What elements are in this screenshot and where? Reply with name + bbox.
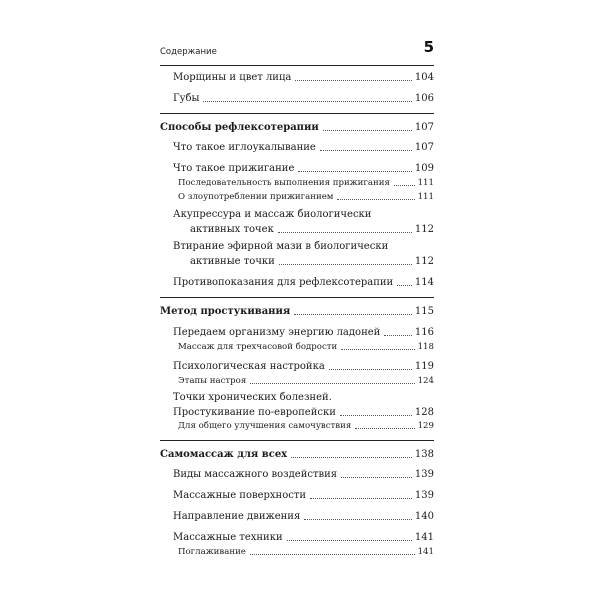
toc-entry-title: активные точки: [190, 256, 275, 267]
toc-entry[interactable]: [160, 509, 434, 523]
leader-dots: [287, 540, 412, 541]
leader-dots: [323, 130, 412, 131]
toc-entry-title: Губы: [173, 93, 200, 104]
toc-subentry[interactable]: [160, 544, 434, 558]
leader-dots: [203, 101, 411, 102]
toc-entry-page: 109: [414, 163, 434, 174]
toc-chapter[interactable]: [160, 120, 434, 134]
toc-entry-title: активных точек: [190, 224, 274, 235]
toc-entry-page: 124: [417, 376, 434, 386]
toc-entry[interactable]: [160, 405, 434, 419]
leader-dots: [394, 185, 415, 186]
section-divider: [160, 113, 434, 114]
toc-entry[interactable]: [160, 488, 434, 502]
toc-entry[interactable]: [160, 222, 434, 236]
toc-entry-page: 139: [414, 469, 434, 480]
toc-subentry[interactable]: [160, 339, 434, 353]
toc-entry-title: Простукивание по-европейски: [173, 407, 336, 418]
toc-entry-page: 139: [414, 490, 434, 501]
toc-entry[interactable]: [160, 140, 434, 154]
section-label: Содержание: [160, 47, 217, 57]
leader-dots: [341, 477, 412, 478]
toc-entry-page: 129: [417, 421, 434, 431]
toc-entry-page: 128: [414, 407, 434, 418]
toc-entry[interactable]: [160, 91, 434, 105]
toc-entry-page: 106: [414, 93, 434, 104]
toc-entry-page: 141: [417, 547, 434, 557]
toc-entry-page: 107: [414, 122, 434, 133]
leader-dots: [355, 428, 414, 429]
leader-dots: [298, 171, 412, 172]
leader-dots: [278, 232, 412, 233]
toc-entry-page: 111: [417, 178, 434, 188]
toc-subentry-title: Этапы настроя: [178, 376, 247, 386]
leader-dots: [295, 80, 412, 81]
leader-dots: [291, 457, 412, 458]
toc-subentry-title: Последовательность выполнения прижигания: [178, 178, 390, 188]
toc-entry-page: 112: [414, 224, 434, 235]
toc-subentry[interactable]: [160, 175, 434, 189]
toc-entry[interactable]: [160, 359, 434, 373]
toc-subentry-title: Массаж для трехчасовой бодрости: [178, 342, 338, 352]
header-rule: [160, 65, 434, 66]
leader-dots: [341, 349, 414, 350]
toc-entry[interactable]: [160, 161, 434, 175]
toc-entry-page: 111: [417, 192, 434, 202]
toc-entry-title: Передаем организму энергию ладоней: [173, 327, 381, 338]
leader-dots: [279, 264, 412, 265]
toc-entry-page: 114: [414, 277, 434, 288]
toc-subentry[interactable]: [160, 418, 434, 432]
section-divider: [160, 297, 434, 298]
toc-entry-title: Массажные техники: [173, 532, 283, 543]
toc-entry-title: Направление движения: [173, 511, 301, 522]
toc-entry-title: Противопоказания для рефлексотерапии: [173, 277, 394, 288]
toc-entry-page: 112: [414, 256, 434, 267]
toc-subentry-title: О злоупотреблении прижиганием: [178, 192, 334, 202]
leader-dots: [294, 314, 412, 315]
toc-chapter-title: Самомассаж для всех: [160, 449, 288, 460]
toc-entry[interactable]: [160, 325, 434, 339]
toc-entry[interactable]: [160, 530, 434, 544]
leader-dots: [329, 369, 412, 370]
toc-entry[interactable]: [160, 275, 434, 289]
leader-dots: [384, 335, 412, 336]
toc-subentry-title: Поглаживание: [178, 547, 246, 557]
toc-chapter[interactable]: [160, 304, 434, 318]
leader-dots: [340, 415, 412, 416]
toc-entry-title: Что такое иглоукалывание: [173, 142, 316, 153]
running-header: [160, 40, 434, 64]
toc-entry-page: 138: [414, 449, 434, 460]
toc-entry-title: Виды массажного воздействия: [173, 469, 338, 480]
toc-chapter-title: Метод простукивания: [160, 306, 291, 317]
toc-entry-title-line1: Точки хронических болезней.: [173, 392, 332, 403]
toc-entry-page: 104: [414, 72, 434, 83]
toc-entry-page: 141: [414, 532, 434, 543]
toc-entry-title-line1: Акупрессура и массаж биологически: [173, 209, 372, 220]
toc-entry-page: 140: [414, 511, 434, 522]
toc-entry-page: 116: [414, 327, 434, 338]
toc-chapter[interactable]: [160, 447, 434, 461]
toc-entry[interactable]: [160, 467, 434, 481]
toc-entry[interactable]: [160, 70, 434, 84]
toc-entry-page: 119: [414, 361, 434, 372]
leader-dots: [250, 383, 414, 384]
toc-entry-title: Морщины и цвет лица: [173, 72, 292, 83]
leader-dots: [320, 150, 412, 151]
section-divider: [160, 440, 434, 441]
leader-dots: [337, 199, 414, 200]
leader-dots: [310, 498, 412, 499]
toc-entry-title: Психологическая настройка: [173, 361, 325, 372]
leader-dots: [397, 285, 412, 286]
leader-dots: [250, 554, 415, 555]
toc-entry-title-line1: Втирание эфирной мази в биологически: [173, 241, 389, 252]
toc-entry-page: 107: [414, 142, 434, 153]
toc-entry-page: 115: [414, 306, 434, 317]
toc-chapter-title: Способы рефлексотерапии: [160, 122, 319, 133]
page-number: 5: [423, 38, 434, 56]
leader-dots: [304, 519, 412, 520]
toc-entry-title: Что такое прижигание: [173, 163, 295, 174]
toc-entry-title: Массажные поверхности: [173, 490, 307, 501]
toc-subentry[interactable]: [160, 373, 434, 387]
toc-entry[interactable]: [160, 254, 434, 268]
toc-subentry-title: Для общего улучшения самочувствия: [178, 421, 352, 431]
toc-entry-page: 118: [417, 342, 434, 352]
toc-subentry[interactable]: [160, 189, 434, 203]
